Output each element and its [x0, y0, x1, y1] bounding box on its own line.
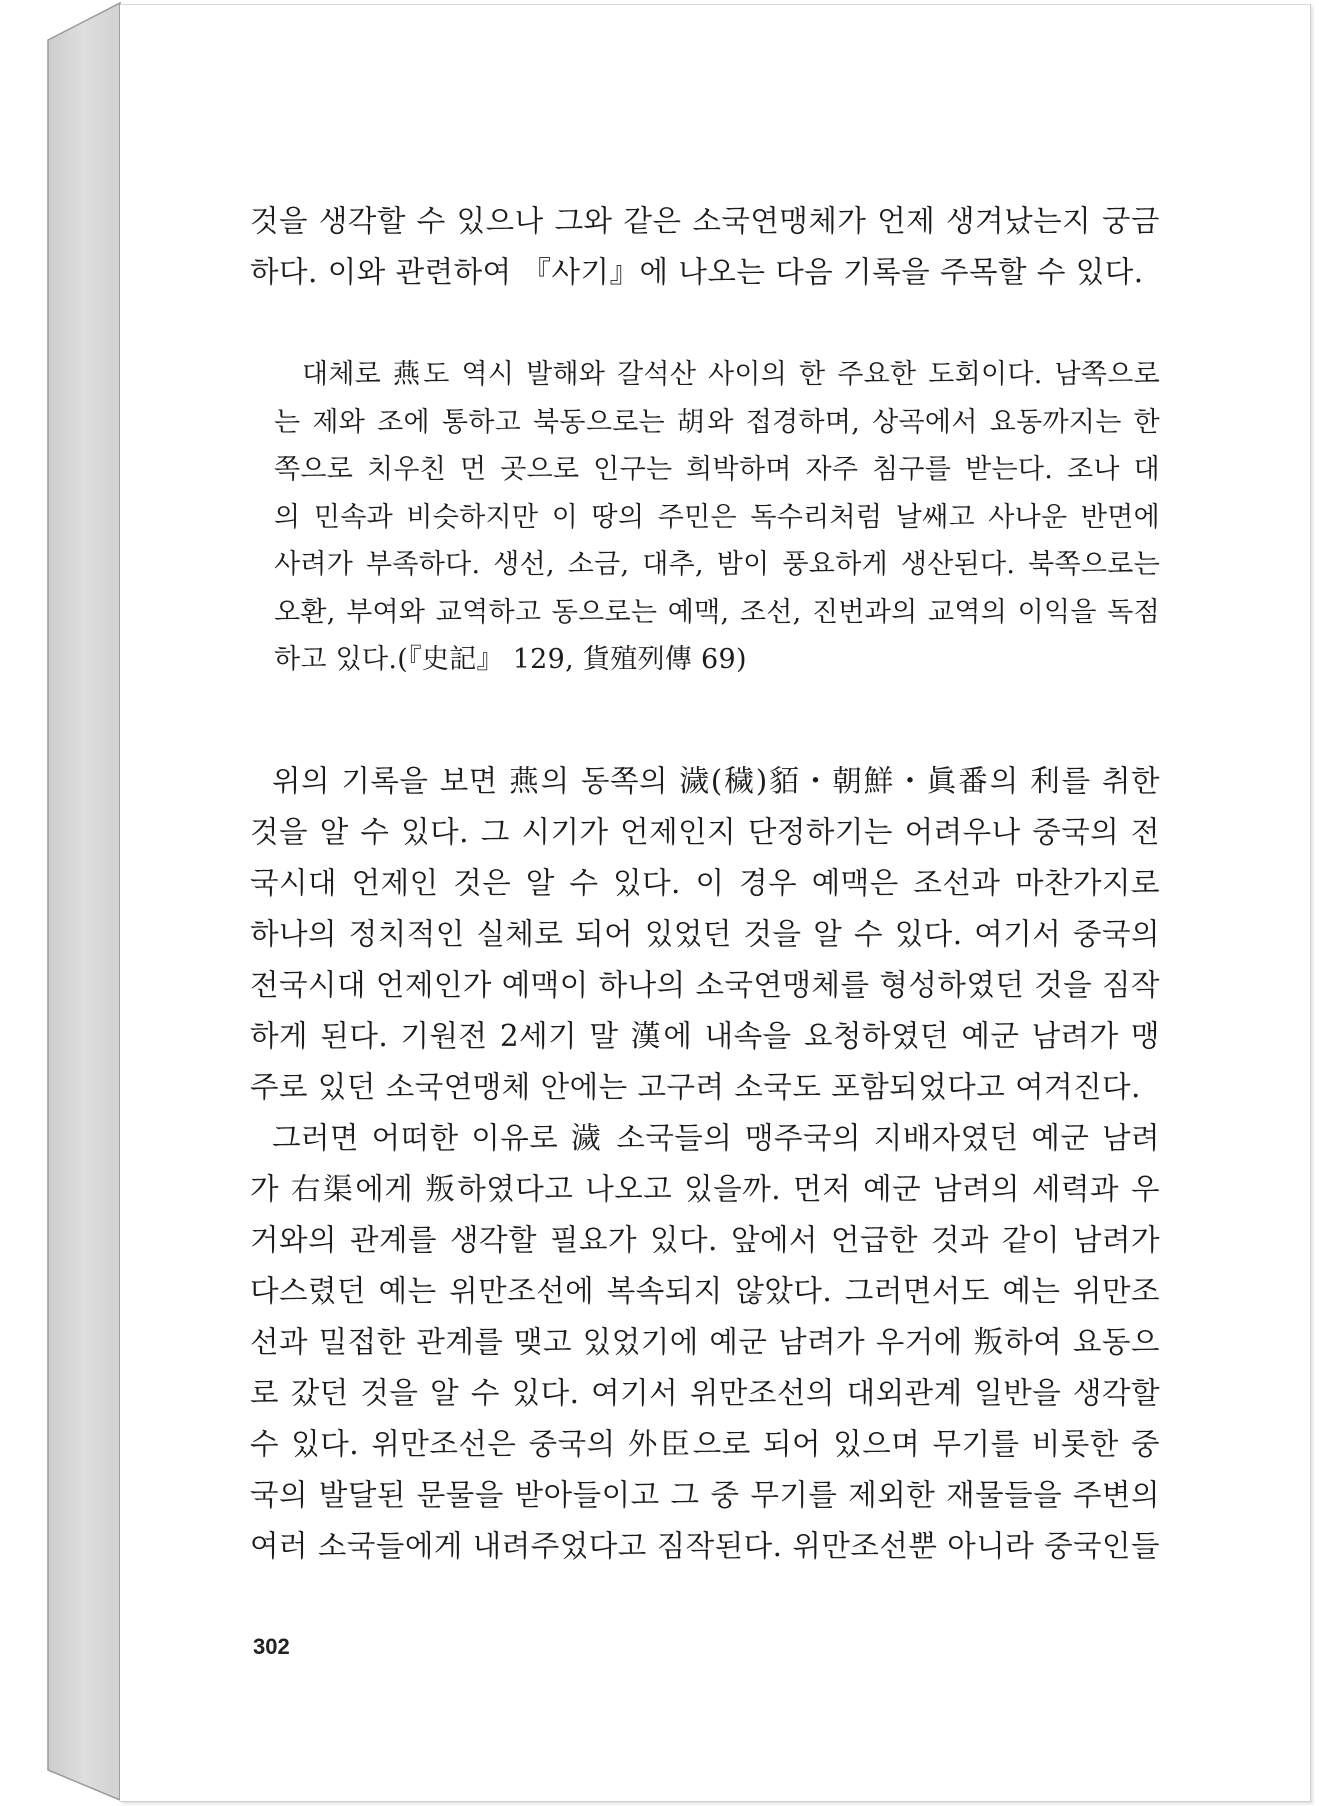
- paragraph-discussion: [250, 1113, 1160, 1572]
- text-line: 로 갔던 것을 알 수 있다. 여기서 위만조선의 대외관계 일반을 생각할: [250, 1376, 1160, 1410]
- text-line: 가 右渠에게 叛하였다고 나오고 있을까. 먼저 예군 남려의 세력과 우: [250, 1172, 1160, 1206]
- quote-line: 사려가 부족하다. 생선, 소금, 대추, 밤이 풍요하게 생산된다. 북쪽으로는: [274, 549, 1160, 580]
- text-line: 여러 소국들에게 내려주었다고 짐작된다. 위만조선뿐 아니라 중국인들: [250, 1529, 1161, 1563]
- quote-line: 오환, 부여와 교역하고 동으로는 예맥, 조선, 진번과의 교역의 이익을 독점: [274, 596, 1160, 628]
- quote-line: 하고 있다.(『史記』 129, 貨殖列傳 69): [274, 644, 747, 675]
- text-line: 위의 기록을 보면 燕의 동쪽의 濊(穢)貊・朝鮮・眞番의 利를 취한: [272, 764, 1160, 798]
- quote-line: 쪽으로 치우친 먼 곳으로 인구는 희박하며 자주 침구를 받는다. 조나 대: [274, 454, 1160, 485]
- paragraph-intro: [250, 196, 1160, 298]
- text-line: 국시대 언제인 것은 알 수 있다. 이 경우 예맥은 조선과 마찬가지로: [250, 866, 1160, 900]
- text-line: 전국시대 언제인가 예맥이 하나의 소국연맹체를 형성하였던 것을 짐작: [250, 968, 1161, 1002]
- quote-line: 의 민속과 비슷하지만 이 땅의 주민은 독수리처럼 날쌔고 사나운 반면에: [274, 501, 1160, 533]
- block-quotation: [274, 351, 1160, 684]
- text-line: 것을 알 수 있다. 그 시기가 언제인지 단정하기는 어려우나 중국의 전: [250, 815, 1160, 849]
- text-line: 주로 있던 소국연맹체 안에는 고구려 소국도 포함되었다고 여겨진다.: [250, 1070, 1141, 1104]
- quote-line: 는 제와 조에 통하고 북동으로는 胡와 접경하며, 상곡에서 요동까지는 한: [274, 406, 1160, 438]
- text-line: 그러면 어떠한 이유로 濊 소국들의 맹주국의 지배자였던 예군 남려: [272, 1121, 1160, 1155]
- text-line: 하나의 정치적인 실체로 되어 있었던 것을 알 수 있다. 여기서 중국의: [250, 917, 1160, 951]
- text-line: 선과 밀접한 관계를 맺고 있었기에 예군 남려가 우거에 叛하여 요동으: [250, 1325, 1160, 1359]
- text-line: 수 있다. 위만조선은 중국의 外臣으로 되어 있으며 무기를 비롯한 중: [250, 1427, 1160, 1461]
- text-line: 국의 발달된 문물을 받아들이고 그 중 무기를 제외한 재물들을 주변의: [250, 1478, 1160, 1512]
- page-number: 302: [253, 1634, 290, 1659]
- text-line: 하게 된다. 기원전 2세기 말 漢에 내속을 요청하였던 예군 남려가 맹: [250, 1019, 1160, 1053]
- text-line: 것을 생각할 수 있으나 그와 같은 소국연맹체가 언제 생겨났는지 궁금: [250, 204, 1160, 238]
- quote-line: 대체로 燕도 역시 발해와 갈석산 사이의 한 주요한 도회이다. 남쪽으로: [302, 359, 1160, 390]
- paragraph-analysis: [250, 756, 1160, 1113]
- text-line: 다스렸던 예는 위만조선에 복속되지 않았다. 그러면서도 예는 위만조: [250, 1274, 1160, 1308]
- text-line: 하다. 이와 관련하여 『사기』에 나오는 다음 기록을 주목할 수 있다.: [250, 255, 1144, 289]
- text-line: 거와의 관계를 생각할 필요가 있다. 앞에서 언급한 것과 같이 남려가: [250, 1223, 1160, 1257]
